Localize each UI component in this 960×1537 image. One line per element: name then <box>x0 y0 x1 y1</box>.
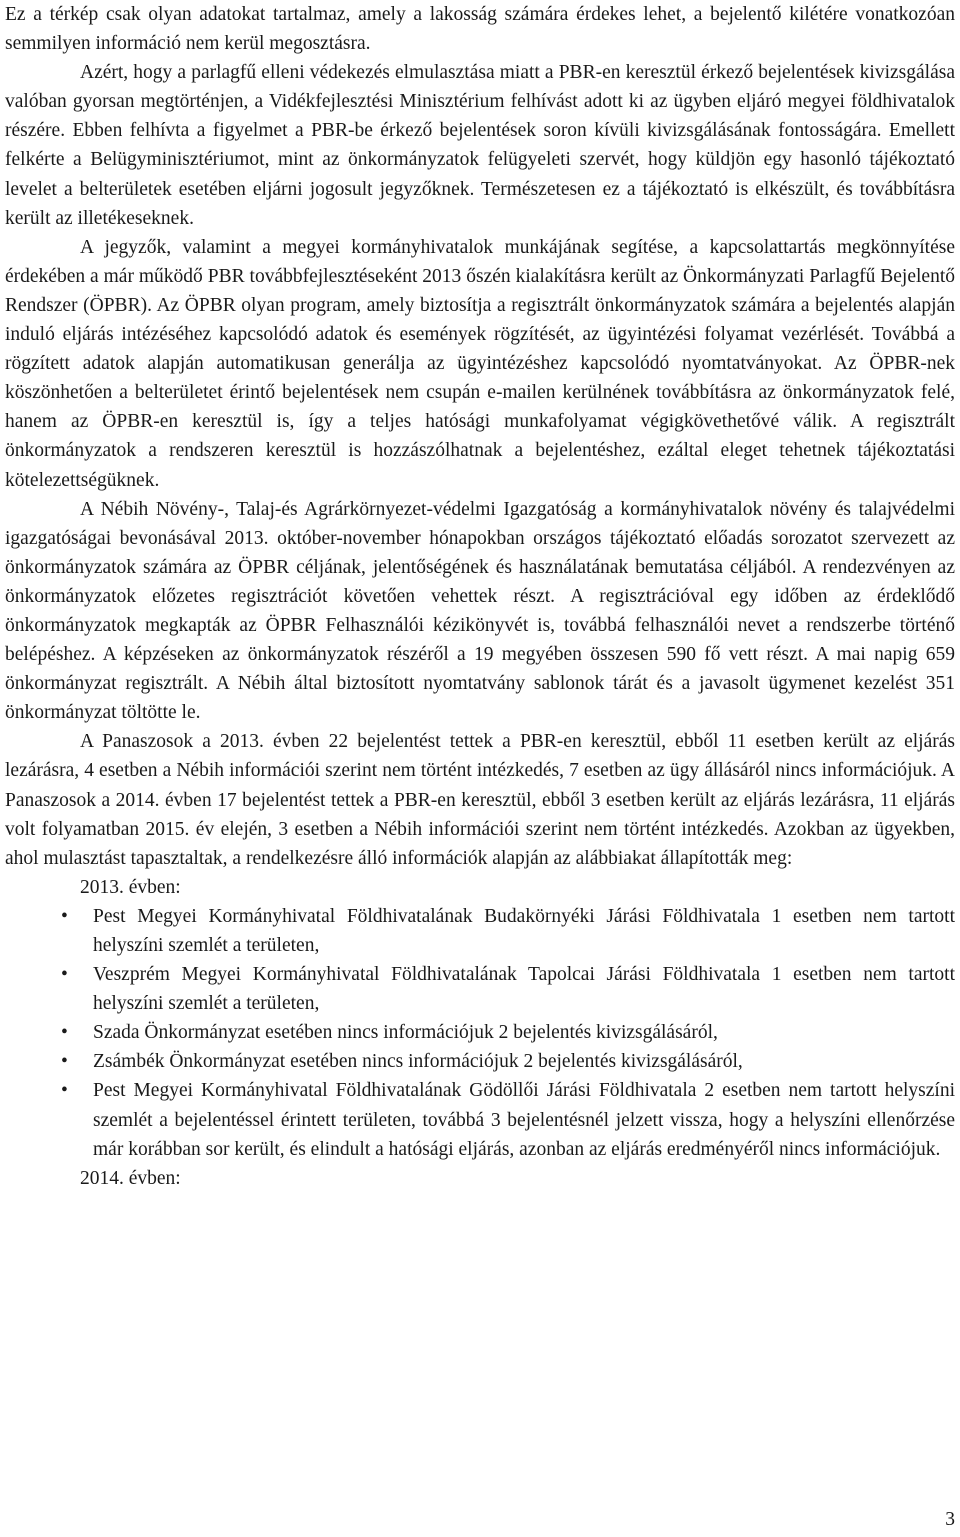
bullet-icon: • <box>61 964 68 986</box>
bullet-icon: • <box>61 1080 68 1102</box>
paragraph-opbr-system: A jegyzők, valamint a megyei kormányhivatalok munkájának segítése, a kapcsolattartás megkönnyítése érdekében a már működő PBR továbbfejlesztéseként 2013 őszén kialakításra került az Önkormányzati Parlagfű Bejelentő Rendszer (ÖPBR). Az ÖPBR olyan program, amely biztosítja a regisztrált önkormányzatok számára a bejelentés alapján induló eljárás intézéséhez kapcsolódó adatok és események rögzítését, az ügyintézési folyamat vezérlését. Továbbá a rögzített adatok alapján automatikusan generálja az ügyintézéshez kapcsolódó nyomtatványokat. Az ÖPBR-nek köszönhetően a belterületet érintő bejelentések nem csupán e-mailen kerülnének továbbításra az önkormányzatok felé, hanem az ÖPBR-en keresztül is, így a teljes hatósági munkafolyamat végigkövethetővé válik. A regisztrált önkormányzatok a rendszeren keresztül is hozzászólhatnak a bejelentéshez, ezáltal eleget tehetnek tájékoztatási kötelezettségüknek. <box>5 236 955 491</box>
list-item <box>5 1047 955 1076</box>
year-2013-label: 2013. évben: <box>80 876 181 898</box>
paragraph-ministry-notice: Azért, hogy a parlagfű elleni védekezés elmulasztása miatt a PBR-en keresztül érkező bejelentések kivizsgálása valóban gyorsan megtörténjen, a Vidékfejlesztési Minisztérium felhívást adott ki az ügyben eljáró megyei földhivatalok részére. Ebben felhívta a figyelmet a PBR-be érkező bejelentések soron kívüli kivizsgálásának fontosságára. Emellett felkérte a Belügyminisztériumot, mint az önkormányzatok felügyeleti szervét, hogy küldjön egy hasonló tájékoztató levelet a belterületek esetében eljárni jogosult jegyzőknek. Természetesen ez a tájékoztató is elkészült, és továbbításra került az illetékeseknek. <box>5 62 955 229</box>
year-2014-label: 2014. évben: <box>80 1167 181 1189</box>
list-item-text: Veszprém Megyei Kormányhivatal Földhivatalának Tapolcai Járási Földhivatala 1 esetben nem tartott helyszíni szemlét a területen, <box>93 964 955 1015</box>
paragraph-complaints-summary: A Panaszosok a 2013. évben 22 bejelentést tettek a PBR-en keresztül, ebből 11 esetben került az eljárás lezárásra, 4 esetben a Nébih információi szerint nem történt intézkedés, 7 esetben az ügy állásáról nincs információjuk. A Panaszosok a 2014. évben 17 bejelentést tettek a PBR-en keresztül, ebből 3 esetben került az eljárás lezárásra, 11 eljárás volt folyamatban 2015. év elején, 3 esetben a Nébih információi szerint nem történt intézkedés. Azokban az ügyekben, ahol mulasztást tapasztaltak, a rendelkezésre álló információk alapján az alábbiakat állapították meg: <box>5 731 955 869</box>
list-item-text: Zsámbék Önkormányzat esetében nincs információjuk 2 bejelentés kivizsgálásáról, <box>93 1051 743 1073</box>
list-item-text: Pest Megyei Kormányhivatal Földhivatalának Gödöllői Járási Földhivatala 2 esetben nem tartott helyszíni szemlét a bejelentéssel érintett területen, továbbá 3 bejelentésnél jelzett vissza, hogy a helyszíni ellenőrzése már korábban sor került, és elindult a hatósági eljárás, azonban az eljárás eredményéről nincs információjuk. <box>93 1080 955 1160</box>
list-item <box>5 902 955 960</box>
bullet-icon: • <box>61 1051 68 1073</box>
bullet-list-2013 <box>5 902 955 1164</box>
document-page <box>5 0 955 1193</box>
list-item <box>5 1076 955 1163</box>
paragraph-nebih-training: A Nébih Növény-, Talaj-és Agrárkörnyezet-védelmi Igazgatóság a kormányhivatalok növény és talajvédelmi igazgatóságai bevonásával 2013. október-november hónapokban országos tájékoztató előadás sorozatot szervezett az önkormányzatok számára az ÖPBR céljának, jelentőségének és használatának bemutatása céljából. A rendezvényen az önkormányzatok előzetes regisztrációt követően vehettek részt. A regisztrációval egy időben az érdeklődő önkormányzatok megkapták az ÖPBR Felhasználói kézikönyvét is, továbbá felhasználói nevet a rendszerbe történő belépéshez. A képzéseken az önkormányzatok részéről a 19 megyében összesen 590 fő vett részt. A mai napig 659 önkormányzat regisztrált. A Nébih által biztosított nyomtatvány sablonok tárát és a javasolt ügymenet kezelést 351 önkormányzat töltötte le. <box>5 498 955 724</box>
paragraph-map-info: Ez a térkép csak olyan adatokat tartalmaz, amely a lakosság számára érdekes lehet, a bejelentő kilétére vonatkozóan semmilyen információ nem kerül megosztásra. <box>5 4 955 55</box>
list-item <box>5 960 955 1018</box>
bullet-icon: • <box>61 1022 68 1044</box>
list-item-text: Szada Önkormányzat esetében nincs információjuk 2 bejelentés kivizsgálásáról, <box>93 1022 718 1044</box>
page-number: 3 <box>945 1509 955 1530</box>
bullet-icon: • <box>61 905 68 927</box>
list-item-text: Pest Megyei Kormányhivatal Földhivatalának Budakörnyéki Járási Földhivatala 1 esetben nem tartott helyszíni szemlét a területen, <box>93 905 955 956</box>
list-item <box>5 1018 955 1047</box>
